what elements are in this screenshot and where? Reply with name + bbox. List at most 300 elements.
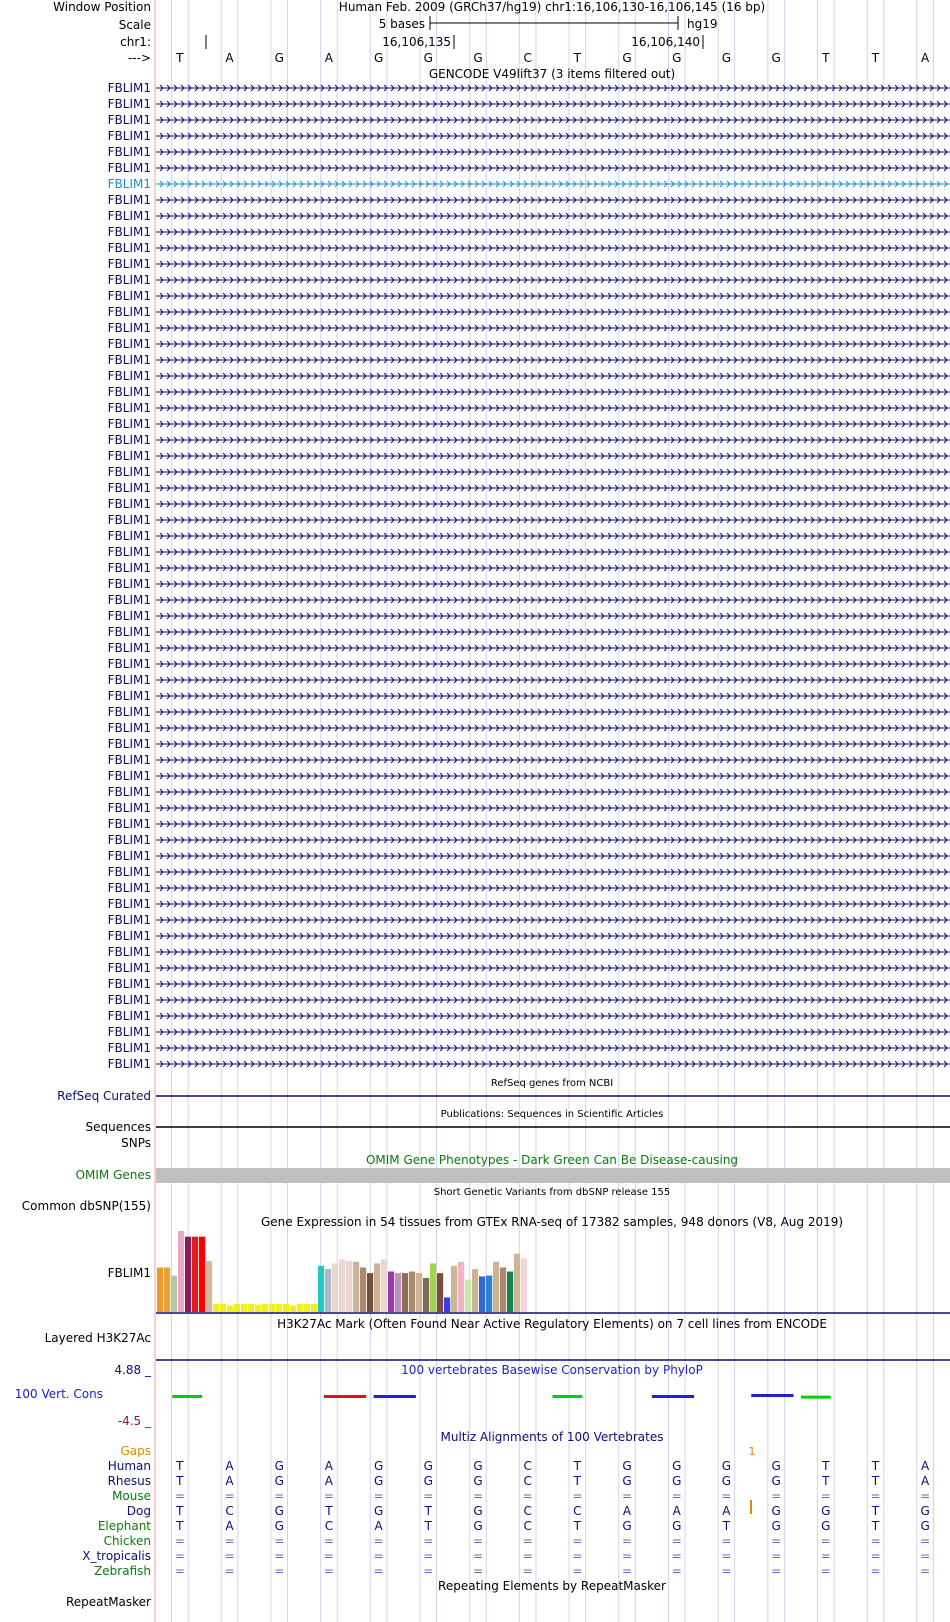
aligned-base: A — [374, 1519, 383, 1533]
gtex-tissue-bar[interactable] — [339, 1259, 345, 1312]
aligned-base: = — [522, 1549, 533, 1563]
aligned-base: = — [522, 1534, 533, 1548]
dna-base: T — [176, 51, 184, 65]
gencode-transcript-row[interactable] — [108, 785, 950, 799]
gtex-tissue-bar[interactable] — [269, 1304, 275, 1312]
transcript-label[interactable]: FBLIM1 — [107, 1041, 151, 1055]
aligned-base: G — [274, 1519, 284, 1533]
gencode-transcript-row[interactable] — [108, 609, 950, 623]
transcript-label[interactable]: FBLIM1 — [107, 465, 151, 479]
transcript-label[interactable]: FBLIM1 — [107, 993, 151, 1007]
gtex-tissue-bar[interactable] — [381, 1259, 387, 1312]
species-label[interactable]: Chicken — [103, 1534, 151, 1548]
gencode-transcript-row[interactable] — [108, 369, 950, 383]
aligned-base: G — [771, 1459, 781, 1473]
aligned-base: = — [323, 1534, 334, 1548]
gtex-tissue-bar[interactable] — [206, 1261, 212, 1312]
gtex-tissue-bar[interactable] — [416, 1273, 422, 1312]
gencode-transcript-row[interactable] — [108, 209, 950, 223]
aligned-base: = — [274, 1564, 285, 1578]
gencode-transcript-row[interactable] — [108, 1057, 950, 1071]
gencode-transcript-row[interactable] — [108, 945, 950, 959]
transcript-label[interactable]: FBLIM1 — [107, 865, 151, 879]
species-label[interactable]: Mouse — [112, 1489, 151, 1503]
aligned-base: A — [225, 1474, 234, 1488]
gencode-transcript-row[interactable] — [108, 145, 950, 159]
transcript-label[interactable]: FBLIM1 — [107, 561, 151, 575]
transcript-label[interactable]: FBLIM1 — [107, 881, 151, 895]
dna-base: G — [423, 51, 433, 65]
gencode-transcript-row[interactable] — [108, 849, 950, 863]
aligned-base: G — [373, 1474, 384, 1488]
transcript-label[interactable]: FBLIM1 — [107, 513, 151, 527]
gtex-tissue-bar[interactable] — [213, 1304, 219, 1312]
gencode-transcript-row[interactable] — [108, 673, 950, 687]
transcript-label[interactable]: FBLIM1 — [107, 529, 151, 543]
transcript-label[interactable]: FBLIM1 — [107, 385, 151, 399]
refseq-track-label[interactable]: RefSeq Curated — [57, 1089, 151, 1103]
gtex-tissue-bar[interactable] — [486, 1276, 492, 1312]
gtex-tissue-bar[interactable] — [325, 1269, 331, 1312]
gencode-transcript-row[interactable] — [108, 913, 950, 927]
transcript-label[interactable]: FBLIM1 — [107, 401, 151, 415]
aligned-base: = — [274, 1489, 285, 1503]
transcript-label[interactable]: FBLIM1 — [107, 593, 151, 607]
gencode-transcript-row[interactable] — [108, 289, 950, 303]
gtex-tissue-bar[interactable] — [346, 1261, 352, 1312]
aligned-base: = — [274, 1549, 285, 1563]
repeatmasker-track-label[interactable]: RepeatMasker — [65, 1595, 151, 1609]
gencode-transcript-row[interactable] — [108, 129, 950, 143]
gtex-tissue-bar[interactable] — [472, 1269, 478, 1312]
transcript-label[interactable]: FBLIM1 — [107, 689, 151, 703]
gencode-transcript-row[interactable] — [108, 625, 950, 639]
gencode-transcript-row[interactable] — [108, 401, 950, 415]
transcript-label[interactable]: FBLIM1 — [107, 193, 151, 207]
gencode-transcript-row[interactable] — [108, 705, 950, 719]
refseq-track-title: RefSeq genes from NCBI — [490, 1078, 614, 1089]
dna-base: T — [573, 51, 582, 65]
gencode-transcript-row[interactable] — [108, 529, 950, 543]
gtex-tissue-bar[interactable] — [332, 1263, 338, 1312]
gencode-transcript-row[interactable] — [108, 657, 950, 671]
gencode-transcript-row[interactable] — [108, 257, 950, 271]
gaps-label: Gaps — [120, 1444, 151, 1458]
gtex-tissue-bar[interactable] — [290, 1306, 296, 1312]
aligned-base: G — [473, 1519, 483, 1533]
gencode-transcript-row[interactable] — [108, 193, 950, 207]
transcript-label[interactable]: FBLIM1 — [107, 641, 151, 655]
gencode-transcript-row[interactable] — [108, 817, 950, 831]
gtex-tissue-bar[interactable] — [171, 1276, 177, 1312]
transcript-label[interactable]: FBLIM1 — [107, 977, 151, 991]
aligned-base: T — [871, 1519, 880, 1533]
gencode-transcript-row[interactable] — [108, 321, 950, 335]
transcript-label[interactable]: FBLIM1 — [107, 673, 151, 687]
gtex-tissue-bar[interactable] — [248, 1304, 254, 1312]
gtex-tissue-bar[interactable] — [178, 1231, 184, 1312]
aligned-base: G — [920, 1504, 930, 1518]
gencode-transcript-row[interactable] — [108, 897, 950, 911]
transcript-label[interactable]: FBLIM1 — [107, 945, 151, 959]
gtex-tissue-bar[interactable] — [241, 1304, 247, 1312]
aligned-base: G — [423, 1474, 433, 1488]
transcript-label[interactable]: FBLIM1 — [107, 609, 151, 623]
gencode-transcript-row[interactable] — [108, 225, 950, 239]
transcript-label[interactable]: FBLIM1 — [107, 1057, 151, 1071]
transcript-label[interactable]: FBLIM1 — [107, 545, 151, 559]
gtex-tissue-bar[interactable] — [374, 1263, 380, 1312]
aligned-base: C — [324, 1519, 334, 1533]
position-tick-label: 16,106,140 — [631, 35, 700, 49]
transcript-label[interactable]: FBLIM1 — [107, 321, 151, 335]
gtex-tissue-bar[interactable] — [297, 1304, 303, 1312]
omim-gene-bar[interactable] — [156, 1168, 950, 1183]
aligned-base: = — [870, 1534, 881, 1548]
aligned-base: = — [472, 1534, 483, 1548]
transcript-label[interactable]: FBLIM1 — [107, 225, 151, 239]
transcript-label[interactable]: FBLIM1 — [107, 721, 151, 735]
aligned-base: A — [324, 1459, 334, 1473]
aligned-base: G — [274, 1459, 284, 1473]
gtex-tissue-bar[interactable] — [367, 1273, 373, 1312]
aligned-base: = — [870, 1489, 881, 1503]
transcript-label[interactable]: FBLIM1 — [107, 817, 151, 831]
gtex-tissue-bar[interactable] — [318, 1266, 324, 1312]
aligned-base: T — [871, 1459, 880, 1473]
aligned-base: = — [224, 1534, 235, 1548]
gencode-transcript-row[interactable] — [108, 641, 950, 655]
dna-base: A — [921, 51, 930, 65]
dbsnp-track-title: Short Genetic Variants from dbSNP release 155 — [433, 1187, 671, 1198]
gtex-tissue-bar[interactable] — [402, 1273, 408, 1312]
transcript-label[interactable]: FBLIM1 — [107, 705, 151, 719]
gencode-transcript-row[interactable] — [108, 81, 950, 95]
aligned-base: C — [523, 1459, 532, 1473]
aligned-base: = — [671, 1564, 682, 1578]
multiz-alignment[interactable] — [82, 1459, 930, 1578]
gencode-transcript-row[interactable] — [108, 273, 950, 287]
gencode-transcript-row[interactable] — [108, 513, 950, 527]
aligned-base: A — [225, 1459, 234, 1473]
gencode-transcript-row[interactable] — [108, 417, 950, 431]
aligned-base: G — [721, 1474, 732, 1488]
transcript-label[interactable]: FBLIM1 — [107, 833, 151, 847]
aligned-base: G — [373, 1459, 384, 1473]
phylop-max-label: 4.88 _ — [114, 1363, 151, 1377]
gencode-transcript-row[interactable] — [108, 497, 950, 511]
transcript-label[interactable]: FBLIM1 — [107, 161, 151, 175]
species-label[interactable]: X_tropicalis — [82, 1549, 151, 1563]
aligned-base: = — [323, 1564, 334, 1578]
aligned-base: C — [573, 1504, 582, 1518]
aligned-base: G — [920, 1519, 930, 1533]
gtex-tissue-bar[interactable] — [353, 1262, 359, 1312]
gencode-transcript-row[interactable] — [108, 1041, 950, 1055]
position-tick-label: 16,106,135 — [382, 35, 451, 49]
gtex-tissue-bar[interactable] — [220, 1304, 226, 1312]
gencode-transcript-row[interactable] — [108, 865, 950, 879]
transcript-label[interactable]: FBLIM1 — [107, 929, 151, 943]
gtex-tissue-bar[interactable] — [437, 1273, 443, 1312]
scale-bases-text: 5 bases — [378, 17, 425, 31]
aligned-base: G — [721, 1459, 732, 1473]
dna-base: C — [523, 51, 532, 65]
transcript-label[interactable]: FBLIM1 — [107, 81, 151, 95]
gencode-transcript-row[interactable] — [108, 1025, 950, 1039]
aligned-base: = — [820, 1489, 831, 1503]
multiz-track-title: Multiz Alignments of 100 Vertebrates — [440, 1430, 664, 1444]
aligned-base: G — [672, 1459, 682, 1473]
db-name-text: hg19 — [687, 17, 718, 31]
transcript-label[interactable]: FBLIM1 — [107, 849, 151, 863]
dna-base: G — [721, 51, 732, 65]
gtex-tissue-bar[interactable] — [276, 1304, 282, 1312]
aligned-base: G — [473, 1504, 483, 1518]
gtex-tissue-bar[interactable] — [395, 1273, 401, 1312]
aligned-base: T — [822, 1459, 830, 1473]
gencode-transcript-row[interactable] — [108, 977, 950, 991]
dna-base: T — [822, 51, 830, 65]
aligned-base: G — [771, 1474, 781, 1488]
aligned-base: T — [424, 1504, 432, 1518]
transcript-label[interactable]: FBLIM1 — [107, 145, 151, 159]
gtex-tissue-bar[interactable] — [164, 1267, 170, 1312]
gtex-tissue-bar[interactable] — [465, 1280, 471, 1312]
gtex-expression-bars[interactable] — [157, 1231, 527, 1312]
gencode-transcript-row[interactable] — [108, 993, 950, 1007]
gtex-tissue-bar[interactable] — [423, 1278, 429, 1312]
transcript-label[interactable]: FBLIM1 — [107, 369, 151, 383]
aligned-base: T — [424, 1519, 432, 1533]
transcript-label[interactable]: FBLIM1 — [107, 177, 151, 191]
aligned-base: = — [472, 1489, 483, 1503]
aligned-base: = — [373, 1564, 384, 1578]
gtex-tissue-bar[interactable] — [234, 1304, 240, 1312]
gtex-track-label[interactable]: FBLIM1 — [107, 1266, 151, 1280]
species-label[interactable]: Dog — [126, 1504, 151, 1518]
gencode-transcript-row[interactable] — [108, 305, 950, 319]
gencode-transcript-row[interactable] — [108, 177, 950, 191]
gtex-tissue-bar[interactable] — [360, 1267, 366, 1312]
aligned-base: G — [672, 1519, 682, 1533]
gtex-tissue-bar[interactable] — [444, 1297, 450, 1312]
gencode-transcript-row[interactable] — [108, 801, 950, 815]
gencode-transcript-row[interactable] — [108, 833, 950, 847]
gtex-tissue-bar[interactable] — [409, 1272, 415, 1313]
transcript-label[interactable]: FBLIM1 — [107, 657, 151, 671]
transcript-label[interactable]: FBLIM1 — [107, 209, 151, 223]
transcript-label[interactable]: FBLIM1 — [107, 273, 151, 287]
aligned-base: G — [473, 1459, 483, 1473]
gencode-transcript-row[interactable] — [108, 337, 950, 351]
aligned-base: = — [920, 1534, 931, 1548]
gtex-tissue-bar[interactable] — [192, 1237, 198, 1312]
transcript-label[interactable]: FBLIM1 — [107, 305, 151, 319]
gtex-tissue-bar[interactable] — [493, 1262, 499, 1312]
omim-track-label[interactable]: OMIM Genes — [75, 1168, 151, 1182]
gencode-transcript-row[interactable] — [108, 721, 950, 735]
aligned-base: T — [573, 1459, 582, 1473]
transcript-label[interactable]: FBLIM1 — [107, 337, 151, 351]
transcript-label[interactable]: FBLIM1 — [107, 497, 151, 511]
gencode-transcript-row[interactable] — [108, 465, 950, 479]
gencode-transcript-row[interactable] — [108, 561, 950, 575]
gencode-transcript-row[interactable] — [108, 737, 950, 751]
gencode-track[interactable] — [108, 81, 950, 1071]
gtex-tissue-bar[interactable] — [185, 1237, 191, 1312]
gencode-transcript-row[interactable] — [108, 481, 950, 495]
transcript-label[interactable]: FBLIM1 — [107, 1009, 151, 1023]
omim-track-title: OMIM Gene Phenotypes - Dark Green Can Be Disease-causing — [365, 1153, 739, 1167]
gencode-transcript-row[interactable] — [108, 593, 950, 607]
transcript-label[interactable]: FBLIM1 — [107, 897, 151, 911]
aligned-base: = — [671, 1489, 682, 1503]
dna-base: G — [771, 51, 781, 65]
gap-count: 1 — [748, 1445, 756, 1458]
species-label[interactable]: Human — [107, 1459, 151, 1473]
transcript-label[interactable]: FBLIM1 — [107, 737, 151, 751]
gtex-tissue-bar[interactable] — [199, 1237, 205, 1312]
aligned-base: G — [423, 1459, 433, 1473]
gencode-transcript-row[interactable] — [108, 97, 950, 111]
transcript-label[interactable]: FBLIM1 — [107, 801, 151, 815]
aligned-base: A — [921, 1459, 930, 1473]
aligned-base: = — [721, 1549, 732, 1563]
aligned-base: G — [771, 1519, 781, 1533]
aligned-base: = — [771, 1489, 782, 1503]
gtex-tissue-bar[interactable] — [304, 1304, 310, 1312]
transcript-label[interactable]: FBLIM1 — [107, 353, 151, 367]
aligned-base: T — [573, 1519, 582, 1533]
assembly-position-text[interactable]: Human Feb. 2009 (GRCh37/hg19) chr1:16,106,130-16,106,145 (16 bp) — [338, 0, 766, 14]
sequences-track-label[interactable]: Sequences — [85, 1120, 151, 1134]
gencode-transcript-row[interactable] — [108, 353, 950, 367]
transcript-label[interactable]: FBLIM1 — [107, 481, 151, 495]
gtex-tissue-bar[interactable] — [451, 1266, 457, 1312]
gencode-transcript-row[interactable] — [108, 161, 950, 175]
transcript-label[interactable]: FBLIM1 — [107, 97, 151, 111]
transcript-label[interactable]: FBLIM1 — [107, 257, 151, 271]
aligned-base: T — [822, 1474, 830, 1488]
gencode-transcript-row[interactable] — [108, 113, 950, 127]
gencode-transcript-row[interactable] — [108, 449, 950, 463]
gencode-transcript-row[interactable] — [108, 753, 950, 767]
gtex-tissue-bar[interactable] — [262, 1304, 268, 1312]
transcript-label[interactable]: FBLIM1 — [107, 417, 151, 431]
aligned-base: = — [423, 1564, 434, 1578]
aligned-base: T — [722, 1519, 731, 1533]
transcript-label[interactable]: FBLIM1 — [107, 289, 151, 303]
transcript-label[interactable]: FBLIM1 — [107, 129, 151, 143]
gencode-transcript-row[interactable] — [108, 961, 950, 975]
aligned-base: = — [572, 1564, 583, 1578]
aligned-base: = — [622, 1489, 633, 1503]
gencode-transcript-row[interactable] — [108, 1009, 950, 1023]
snps-track-label[interactable]: SNPs — [121, 1136, 151, 1150]
species-label[interactable]: Zebrafish — [94, 1564, 151, 1578]
transcript-label[interactable]: FBLIM1 — [107, 625, 151, 639]
gencode-transcript-row[interactable] — [108, 385, 950, 399]
aligned-base: = — [174, 1489, 185, 1503]
species-label[interactable]: Rhesus — [107, 1474, 151, 1488]
aligned-base: = — [622, 1564, 633, 1578]
transcript-label[interactable]: FBLIM1 — [107, 769, 151, 783]
aligned-base: = — [323, 1489, 334, 1503]
gtex-tissue-bar[interactable] — [430, 1263, 436, 1312]
gtex-tissue-bar[interactable] — [255, 1305, 261, 1312]
transcript-label[interactable]: FBLIM1 — [107, 1025, 151, 1039]
gtex-tissue-bar[interactable] — [157, 1267, 163, 1312]
aligned-base: = — [622, 1534, 633, 1548]
gencode-transcript-row[interactable] — [108, 929, 950, 943]
aligned-base: = — [522, 1564, 533, 1578]
chrom-label: chr1: — [120, 35, 151, 49]
gencode-transcript-row[interactable] — [108, 545, 950, 559]
aligned-base: = — [820, 1564, 831, 1578]
gtex-tissue-bar[interactable] — [479, 1276, 485, 1312]
gtex-tissue-bar[interactable] — [311, 1304, 317, 1312]
transcript-label[interactable]: FBLIM1 — [107, 913, 151, 927]
transcript-label[interactable]: FBLIM1 — [107, 961, 151, 975]
gtex-tissue-bar[interactable] — [507, 1272, 513, 1313]
transcript-label[interactable]: FBLIM1 — [107, 753, 151, 767]
gencode-transcript-row[interactable] — [108, 241, 950, 255]
aligned-base: = — [323, 1549, 334, 1563]
aligned-base: = — [622, 1549, 633, 1563]
gtex-tissue-bar[interactable] — [514, 1254, 520, 1312]
gencode-transcript-row[interactable] — [108, 577, 950, 591]
gtex-tissue-bar[interactable] — [521, 1259, 527, 1312]
transcript-label[interactable]: FBLIM1 — [107, 449, 151, 463]
aligned-base: = — [423, 1489, 434, 1503]
transcript-label[interactable]: FBLIM1 — [107, 241, 151, 255]
scale-label: Scale — [118, 18, 151, 32]
dna-base: G — [672, 51, 682, 65]
phylop-track-label[interactable]: 100 Vert. Cons — [14, 1387, 103, 1401]
transcript-label[interactable]: FBLIM1 — [107, 113, 151, 127]
species-label[interactable]: Elephant — [97, 1519, 151, 1533]
aligned-base: = — [771, 1534, 782, 1548]
gtex-tissue-bar[interactable] — [500, 1267, 506, 1312]
dna-base: G — [274, 51, 284, 65]
gtex-tissue-bar[interactable] — [227, 1306, 233, 1312]
dna-sequence — [175, 51, 930, 65]
gencode-transcript-row[interactable] — [108, 689, 950, 703]
aligned-base: = — [771, 1564, 782, 1578]
h3k27ac-track-label[interactable]: Layered H3K27Ac — [44, 1331, 151, 1345]
aligned-base: A — [225, 1519, 234, 1533]
publications-track-title: Publications: Sequences in Scientific Articles — [440, 1109, 664, 1120]
transcript-label[interactable]: FBLIM1 — [107, 433, 151, 447]
aligned-base: = — [224, 1564, 235, 1578]
transcript-label[interactable]: FBLIM1 — [107, 577, 151, 591]
aligned-base: = — [174, 1564, 185, 1578]
gtex-tissue-bar[interactable] — [283, 1304, 289, 1312]
gencode-transcript-row[interactable] — [108, 769, 950, 783]
gtex-tissue-bar[interactable] — [388, 1272, 394, 1313]
transcript-label[interactable]: FBLIM1 — [107, 785, 151, 799]
dna-base: G — [473, 51, 483, 65]
aligned-base: = — [373, 1489, 384, 1503]
gencode-transcript-row[interactable] — [108, 433, 950, 447]
gtex-tissue-bar[interactable] — [458, 1262, 464, 1312]
gencode-transcript-row[interactable] — [108, 881, 950, 895]
aligned-base: G — [373, 1504, 384, 1518]
aligned-base: G — [821, 1504, 831, 1518]
dbsnp-track-label[interactable]: Common dbSNP(155) — [21, 1199, 151, 1213]
aligned-base: = — [671, 1534, 682, 1548]
